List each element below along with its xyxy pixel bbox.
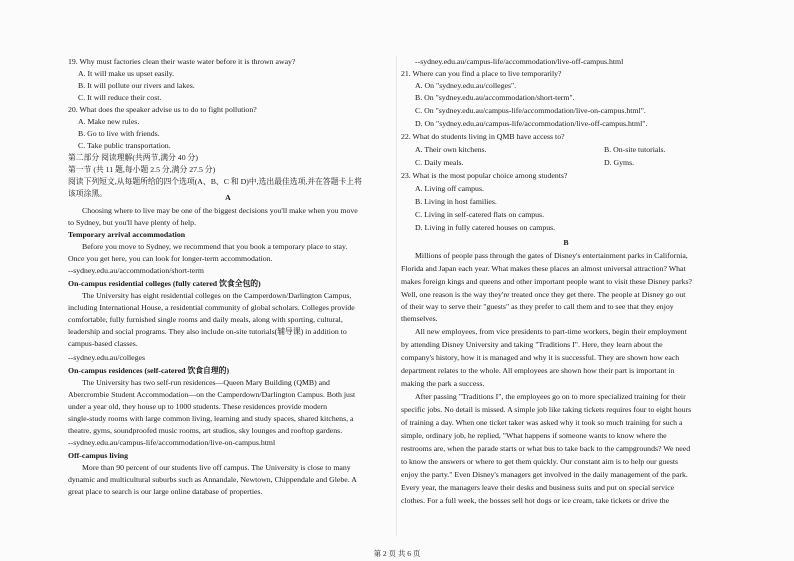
residences-body-2: Abercrombie Student Accommodation—on the Camperdown/Darlington Campus. Both just [68, 390, 356, 399]
colleges-link: --sydney.edu.au/colleges [68, 353, 146, 362]
q21-stem: 21. Where can you find a place to live temporarily? [401, 69, 562, 78]
colleges-body-5: campus-based classes. [68, 339, 138, 348]
passage-b-line: makes foreign kings and queens and other important people want to visit these Disney parks? [401, 277, 693, 286]
passage-b-line: Florida and Japan each year. What makes these places an almost universal attraction? What [401, 264, 686, 273]
temporary-body-2: Once you get here, you can look for longer-term accommodation. [68, 254, 273, 263]
colleges-body-3: comfortable, fully furnished single rooms and daily meals, along with sporting, cultural, [68, 315, 343, 324]
residences-heading: On-campus residences (self-catered 饮食自理的) [68, 366, 230, 375]
passage-b-line: Well, one reason is the way they're treated once they get there. The people at Disney go out [401, 290, 686, 299]
intro-line-1: Choosing where to live may be one of the biggest decisions you'll make when you move [82, 206, 358, 215]
colleges-heading: On-campus residential colleges (fully catered 饮食全包的) [68, 279, 261, 288]
passage-b-line: of training a day. When one ticket taker was asked why it took so much training for such a [401, 418, 683, 427]
residences-link: --sydney.edu.au/campus-life/accommodation/live-on-campus.html [68, 438, 276, 447]
q23-option-a: A. Living off campus. [415, 184, 484, 193]
passage-b-line: After passing "Traditions I", the employees go on to more specialized training for their [415, 392, 686, 401]
passage-b-line: All new employees, from vice presidents to part-time workers, begin their employment [415, 327, 687, 336]
q23-option-c: C. Living in self-catered flats on campus. [415, 210, 545, 219]
passage-b-label: B [563, 238, 569, 247]
passage-b-line: simple, ordinary job, he replied, "What happens if someone wants to know where the [401, 431, 667, 440]
colleges-body-4: leadership and social programs. They also include on-site tutorials(辅导课) in addition to [68, 327, 347, 336]
passage-b-line: clothes. For a full week, the bosses sell hot dogs or ice cream, take tickets or drive the [401, 496, 670, 505]
passage-b-line: of their way to serve their "guests" as they prefer to call them and to see that they enjoy [401, 302, 674, 311]
colleges-body-1: The University has eight residential colleges on the Camperdown/Darlington Campus, [82, 291, 352, 300]
q22-option-d: D. Gyms. [604, 158, 635, 167]
passage-b-line: by attending Disney University and taking "Traditions I". Here, they learn about the [401, 340, 663, 349]
q23-option-b: B. Living in host families. [415, 197, 497, 206]
q19-option-a: A. It will make us upset easily. [78, 69, 175, 78]
passage-b-line: making the park a success. [401, 379, 485, 388]
q22-option-c: C. Daily meals. [415, 158, 464, 167]
residences-body-4: single-study rooms with large common living, learning and study spaces, shared kitchens, a [68, 414, 354, 423]
passage-b-line: restrooms are, when the parade starts or what bus to take back to the campgrounds? We need [401, 444, 691, 453]
page-footer: 第 2 页 共 6 页 [373, 549, 421, 558]
q20-option-b: B. Go to live with friends. [78, 129, 160, 138]
q23-stem: 23. What is the most popular choice among students? [401, 171, 568, 180]
section1-header: 第一节 (共 11 题,每小题 2.5 分,满分 27.5 分) [68, 165, 216, 174]
q22-stem: 22. What do students living in QMB have access to? [401, 132, 565, 141]
passage-b-line: Millions of people pass through the gates of Disney's entertainment parks in California, [415, 251, 688, 260]
q21-option-c: C. On "sydney.edu.au/campus-life/accommodation/live-on-campus.html". [415, 106, 646, 115]
passage-a-label: A [225, 193, 231, 202]
off-campus-heading: Off-campus living [68, 451, 128, 460]
passage-b-line: enjoy the party." Even Disney's managers get involved in the daily management of the park. [401, 470, 688, 479]
colleges-body-2: including International House, a residential community of global scholars. Colleges provide [68, 303, 355, 312]
q21-option-d: D. On "sydney.edu.au/campus-life/accommodation/live-off-campus.html". [415, 119, 648, 128]
instructions-line-1: 阅读下列短文,从每题所给的四个选项(A、B、C 和 D)中,选出最佳选项,并在答题卡上将 [68, 177, 362, 186]
passage-b-line: Every year, the managers leave their desks and business suits and put on special service [401, 483, 675, 492]
passage-b-line: themselves. [401, 314, 438, 323]
passage-b-line: to know the answers or where to get them quickly. Our constant aim is to help our guests [401, 457, 679, 466]
passage-b-line: specific jobs. No detail is missed. A simple job like taking tickets requires four to eight hours [401, 405, 692, 414]
q19-option-b: B. It will pollute our rivers and lakes. [78, 81, 195, 90]
temporary-heading: Temporary arrival accommodation [68, 230, 186, 239]
residences-body-3: under a year old, they house up to 1000 students. These residences provide modern [68, 402, 328, 411]
q20-option-c: C. Take public transportation. [78, 141, 171, 150]
q19-stem: 19. Why must factories clean their waste water before it is thrown away? [68, 57, 296, 66]
part2-header: 第二部分 阅读理解(共两节,满分 40 分) [68, 153, 198, 162]
residences-body-5: theatre, gyms, soundproofed music rooms, art studios, sky lounges and rooftop gardens. [68, 426, 343, 435]
q22-option-b: B. On-site tutorials. [604, 145, 666, 154]
intro-line-2: to Sydney, but you'll have plenty of help. [68, 218, 197, 227]
passage-b-line: department relates to the whole. All employees are shown how their part is important in [401, 366, 675, 375]
q20-stem: 20. What does the speaker advise us to do to fight pollution? [68, 105, 257, 114]
off-campus-body-3: great place to search is our large online database of properties. [68, 487, 263, 496]
residences-body-1: The University has two self-run residences—Queen Mary Building (QMB) and [82, 378, 330, 387]
off-campus-body-2: dynamic and multicultural suburbs such as Annandale, Newtown, Chippendale and Glebe. A [68, 475, 357, 484]
q19-option-c: C. It will reduce their cost. [78, 93, 162, 102]
column-divider [396, 56, 397, 536]
q23-option-d: D. Living in fully catered houses on campus. [415, 223, 556, 232]
off-campus-body-1: More than 90 percent of our students live off campus. The University is close to many [82, 463, 351, 472]
q21-option-b: B. On "sydney.edu.au/accommodation/short-term". [415, 93, 575, 102]
q22-option-a: A. Their own kitchens. [415, 145, 487, 154]
temporary-link: --sydney.edu.au/accommodation/short-term [68, 266, 204, 275]
q20-option-a: A. Make new rules. [78, 117, 140, 126]
instructions-line-2: 该项涂黑。 [68, 189, 107, 198]
q21-option-a: A. On "sydney.edu.au/colleges". [415, 81, 517, 90]
passage-b-line: company's history, how it is managed and why it is successful. They are shown how each [401, 353, 680, 362]
top-link: --sydney.edu.au/campus-life/accommodation/live-off-campus.html [415, 57, 624, 66]
temporary-body-1: Before you move to Sydney, we recommend that you book a temporary place to stay. [82, 242, 348, 251]
